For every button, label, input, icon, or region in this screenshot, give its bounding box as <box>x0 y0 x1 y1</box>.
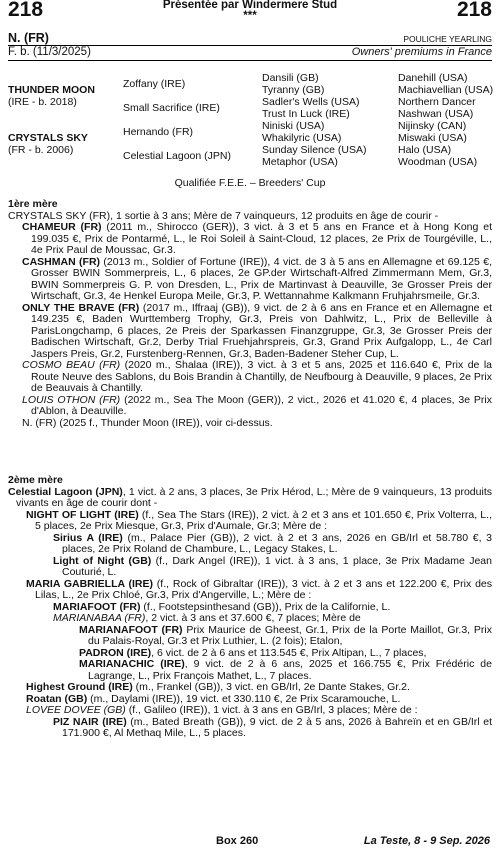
produce-entry <box>8 222 492 257</box>
produce-name: CHAMEUR (FR) <box>22 221 102 233</box>
produce-text: (2022 m., Sea The Moon (GER)), 2 vict., 2026 et 41.020 €, 4 places, 3e Prix d'Ablon, à Deauville. <box>31 393 493 417</box>
produce-name: MARIANABAA (FR) <box>53 612 146 624</box>
produce-text: (f., Sea The Stars (IRE)), 2 vict. à 2 et 3 ans et 101.650 €, Prix Volterra, L., 5 places, 2e Prix Miesque, Gr.3, Prix d'Aumale, Gr.3; Mère de : <box>35 508 492 532</box>
pedigree-sire <box>8 84 95 108</box>
dam-name: CRYSTALS SKY <box>8 132 88 144</box>
horse-details: F. b. (11/3/2025) <box>8 46 91 58</box>
produce-text: (f., Galileo (IRE)), 1 vict. à 3 ans en GB/Irl, 3 places; Mère de : <box>125 704 418 716</box>
produce-text: (m., Frankel (GB)), 3 vict. en GB/Irl, 2e Dante Stakes, Gr.2. <box>132 681 410 693</box>
pedigree-gen4-2: Machiavellian (USA) <box>398 84 494 96</box>
second-dam-name: Celestial Lagoon (JPN) <box>8 485 123 498</box>
pedigree-gen3-1: Dansili (GB) <box>262 72 319 84</box>
pedigree-gen3-5: Niniski (USA) <box>262 120 325 132</box>
sire-info: (IRE - b. 2018) <box>8 96 77 108</box>
premiums-note: Owners' premiums in France <box>351 46 492 58</box>
produce-text: (m., Palace Pier (GB)), 2 vict. à 2 et 3 ans, 2026 en GB/Irl et 58.780 €, 3 places, 2e Prix Roland de Chambure, L., Legacy Stakes, L. <box>62 531 492 555</box>
produce-entry <box>8 556 492 579</box>
produce-entry <box>8 395 492 418</box>
qualification: Qualifiée F.E.E. – Breeders' Cup <box>174 177 326 189</box>
produce-text: (f., Footstepsinthesand (GB)), Prix de la Californie, L. <box>140 600 391 613</box>
pedigree-gen2-1: Zoffany (IRE) <box>123 78 186 90</box>
produce-name: COSMO BEAU (FR) <box>22 359 121 371</box>
pedigree-gen4-8: Woodman (USA) <box>398 156 478 168</box>
second-dam-intro <box>8 487 492 510</box>
produce-text: (2017 m., Iffraaj (GB)), 9 vict. de 2 à 6 ans en France et en Allemagne et 149.235 €, Baden Wurttemberg Trophy, Gr.3, Preis von Dahlwitz, L., Prix de Belleville à ParisLongchamp, 6 places, 2e Preis der Sparkassen Finanzgruppe, Gr.3, 3e Grosser Preis der Badischen Wirtschaft, Gr.2, Derby Trial Fruehjahrspreis, Gr.3, Grand Prix Aufgalopp, L., 4e Carl Jaspers Preis, Gr.2, Furstenberg-Rennen, Gr.3, Baden-Badener Steher Cup, L. <box>31 301 492 360</box>
produce-name: MARIANAFOOT (FR) <box>79 623 183 636</box>
horse-name: N. (FR) <box>8 31 49 45</box>
pedigree-gen4-1: Danehill (USA) <box>398 72 468 84</box>
produce-text: , 9 vict. de 2 à 6 ans, 2025 et 166.755 €, Prix Frédéric de Lagrange, L., Prix François Mathet, L., 7 places. <box>88 658 492 682</box>
produce-name: Roatan (GB) <box>26 692 88 705</box>
produce-name: Light of Night (GB) <box>53 554 152 567</box>
stars: *** <box>243 10 257 22</box>
pedigree-gen3-8: Metaphor (USA) <box>262 156 338 168</box>
first-dam-intro: CRYSTALS SKY (FR), 1 sortie à 3 ans; Mère de 7 vainqueurs, 12 produits en âge de courir - <box>8 209 439 222</box>
pedigree-gen4-7: Halo (USA) <box>398 144 452 156</box>
first-dam-heading: 1ère mère <box>8 198 58 210</box>
pedigree-gen3-7: Sunday Silence (USA) <box>262 144 367 156</box>
pedigree-gen3-3: Sadler's Wells (USA) <box>262 96 360 108</box>
consignor: Présentée par Windermere Stud <box>162 0 338 11</box>
produce-text: (m., Daylami (IRE)), 19 vict. et 330.110 €, 2e Prix Scaramouche, L. <box>87 692 401 705</box>
sale-info: La Teste, 8 - 9 Sep. 2026 <box>363 835 490 847</box>
produce-name: CASHMAN (FR) <box>22 255 101 268</box>
lot-number-left: 218 <box>8 0 44 21</box>
first-dam-section <box>8 199 492 429</box>
pedigree-gen4-5: Nijinsky (CAN) <box>398 120 467 132</box>
produce-entry <box>8 717 492 740</box>
produce-text: , 2 vict. à 3 ans et 37.600 €, 7 places; Mère de <box>145 612 361 624</box>
produce-text: (m., Bated Breath (GB)), 9 vict. de 2 à 5 ans, 2026 à Bahreïn et en GB/Irl et 171.900 €, Al Methaq Mile, L., 5 places. <box>62 715 492 739</box>
produce-text: (f., Dark Angel (IRE)), 1 vict. à 3 ans, 1 place, 3e Prix Madame Jean Couturié, L. <box>62 554 492 578</box>
produce-entry <box>8 257 492 303</box>
produce-text: (2020 m., Shalaa (IRE)), 3 vict. à 3 et 5 ans, 2025 et 116.640 €, Prix de la Route Neuve des Sablons, du Bois Brandin à Chantilly, de Neufbourg à Deauville, 9 places, 2e Prix de Beauvais à Chantilly. <box>31 359 492 394</box>
box-number: Box 260 <box>216 835 259 847</box>
dam-info: (FR - b. 2006) <box>8 144 74 156</box>
produce-name: N. (FR) <box>22 416 57 429</box>
produce-name: LOUIS OTHON (FR) <box>22 393 121 406</box>
produce-entry <box>8 659 492 682</box>
produce-name: MARIAFOOT (FR) <box>53 600 141 613</box>
produce-text: (2025 f., Thunder Moon (IRE)), voir ci-dessus. <box>56 416 273 429</box>
produce-name: MARIA GABRIELLA (IRE) <box>26 577 153 590</box>
divider <box>8 60 492 61</box>
produce-entry <box>8 625 492 648</box>
produce-name: PIZ NAIR (IRE) <box>53 715 127 728</box>
horse-category: POULICHE YEARLING <box>403 34 492 44</box>
pedigree-gen2-2: Small Sacrifice (IRE) <box>123 102 220 114</box>
produce-name: Sirius A (IRE) <box>53 531 123 544</box>
second-dam-section <box>8 475 492 740</box>
consignor-block <box>0 0 500 22</box>
produce-text: (2013 m., Soldier of Fortune (IRE)), 4 vict. de 3 à 5 ans en Allemagne et 69.125 €, Grosser BWIN Sommerpreis, L., 6 places, 2e GP.der Wirtschaft-Alfred Zimmermann Mem, Gr.3, BWIN Sommerpreis G. P. von Dresden, L., Prix de Martinvast à Deauville, 3e Grosser Preis der Wirtschaft, Gr.3, 4e Henkel Europa Meile, Gr.3, P. Wettannahme Kalkmann Fruhjahrsmeile, Gr.3. <box>31 255 492 302</box>
pedigree-dam <box>8 132 88 156</box>
produce-entry <box>8 510 492 533</box>
pedigree-gen3-6: Whakilyric (USA) <box>262 132 342 144</box>
produce-text: (f., Rock of Gibraltar (IRE)), 3 vict. à 2 et 3 ans et 122.200 €, Prix des Lilas, L., 2e Prix Chloé, Gr.3, Prix d'Angerville, L.; Mère de : <box>35 577 492 601</box>
produce-entry <box>8 579 492 602</box>
pedigree-gen4 <box>398 72 493 168</box>
produce-name: Highest Ground (IRE) <box>26 681 133 693</box>
pedigree-gen3 <box>262 72 366 168</box>
pedigree-gen2-4: Celestial Lagoon (JPN) <box>123 150 231 162</box>
produce-text: Prix Maurice de Gheest, Gr.1, Prix de la Porte Maillot, Gr.3, Prix du Palais-Royal, Gr.3 et Prix Luthier, L. (2 fois); Etalon, <box>88 623 492 647</box>
second-dam-intro-text: , 1 vict. à 2 ans, 3 places, 3e Prix Hérod, L.; Mère de 9 vainqueurs, 13 produits vivants en âge de courir dont - <box>16 485 492 509</box>
produce-entry <box>8 533 492 556</box>
produce-name: MARIANACHIC (IRE) <box>79 658 185 670</box>
produce-text: , 6 vict. de 2 à 6 ans et 113.545 €, Prix Altipan, L., 7 places, <box>151 646 427 659</box>
produce-entry <box>8 303 492 361</box>
produce-name: ONLY THE BRAVE (FR) <box>22 301 140 314</box>
produce-name: LOVEE DOVEE (GB) <box>26 704 126 716</box>
pedigree-gen3-2: Tyranny (GB) <box>262 84 325 96</box>
sire-name: THUNDER MOON <box>8 84 95 96</box>
pedigree-gen4-3: Northern Dancer <box>398 96 476 108</box>
produce-entry <box>8 360 492 395</box>
pedigree-gen2-3: Hernando (FR) <box>123 126 194 138</box>
pedigree-gen4-6: Miswaki (USA) <box>398 132 467 144</box>
produce-name: PADRON (IRE) <box>79 646 152 659</box>
lot-number-right: 218 <box>456 0 492 21</box>
second-dam-heading: 2ème mère <box>8 474 63 486</box>
produce-name: NIGHT OF LIGHT (IRE) <box>26 508 139 521</box>
produce-text: (2011 m., Shirocco (GER)), 3 vict. à 3 et 5 ans en France et à Hong Kong et 199.035 €, Prix de Pontarmé, L., le Roi Soleil à Saint-Cloud, 12 places, 2e Prix de Tourgéville, L., 4e Prix Paul de Moussac, Gr.3. <box>31 221 492 256</box>
pedigree-gen3-4: Trust In Luck (IRE) <box>262 108 350 120</box>
pedigree-gen4-4: Nashwan (USA) <box>398 108 474 120</box>
produce-entry <box>8 418 492 430</box>
